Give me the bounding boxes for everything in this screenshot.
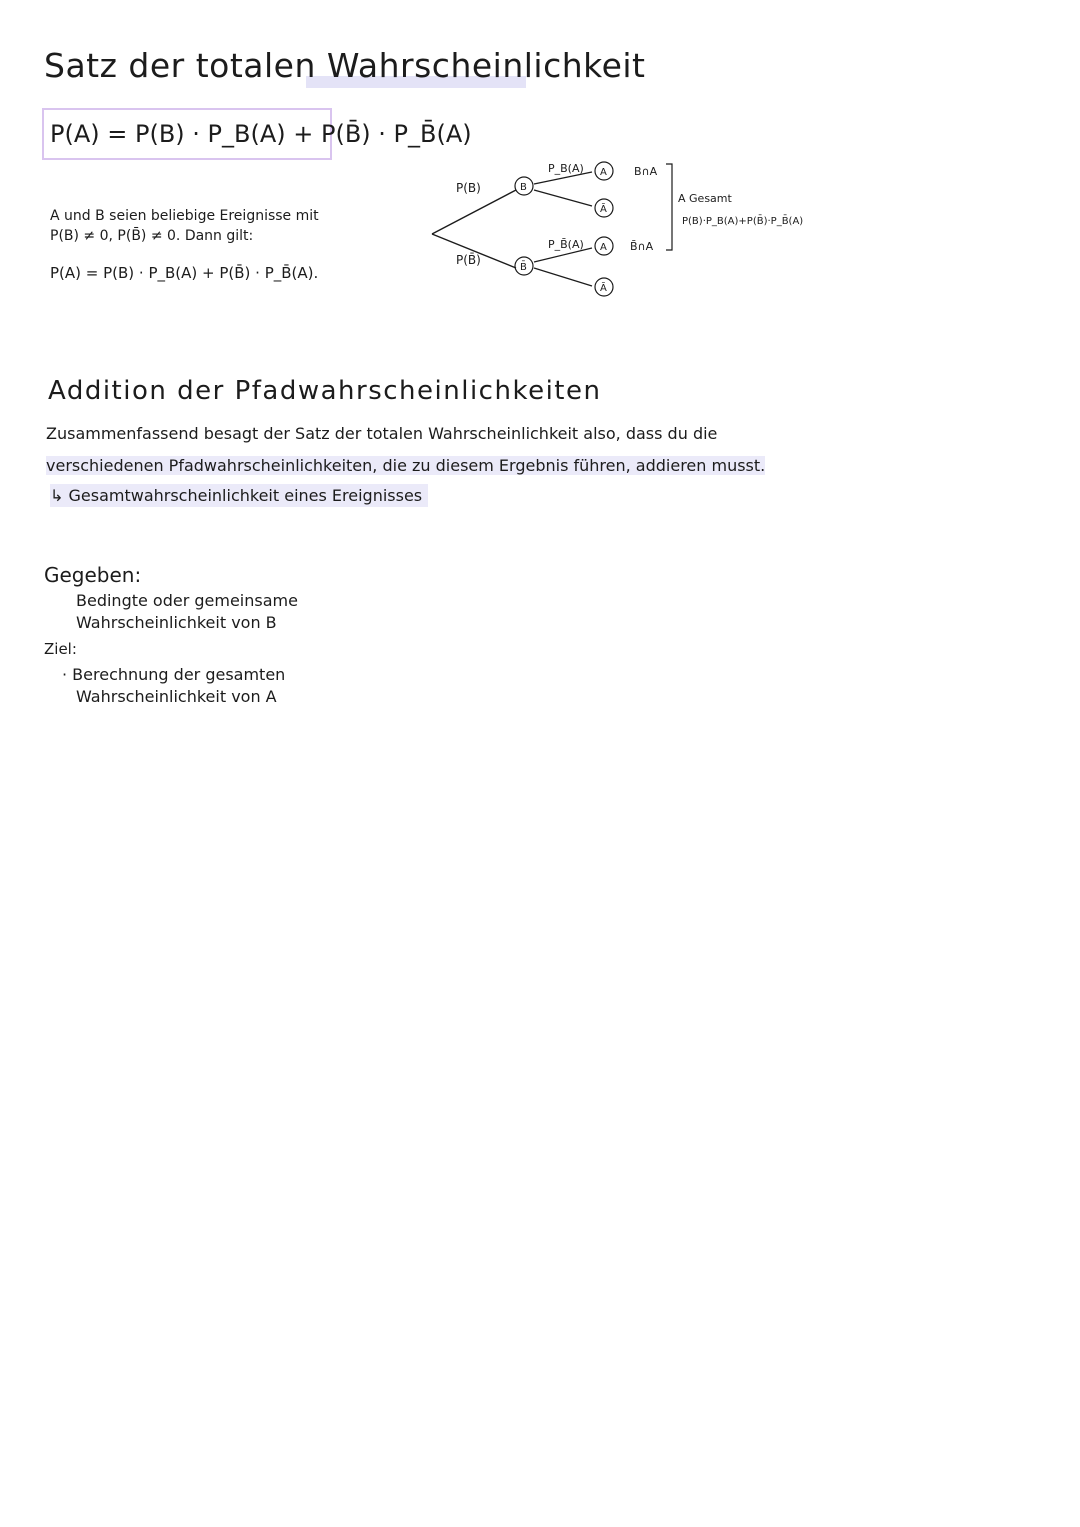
- section-heading: Addition der Pfadwahrscheinlichkeiten: [48, 376, 602, 406]
- node-b-label: B: [520, 182, 527, 193]
- sum-bracket: [666, 164, 672, 250]
- page-title: [44, 46, 646, 85]
- rule-equation: P(A) = P(B) · P_B(A) + P(B̄) · P_B̄(A).: [50, 264, 319, 282]
- intro-line-1: A und B seien beliebige Ereignisse mit: [50, 208, 319, 224]
- arrow-note-text: ↳ Gesamtwahrscheinlichkeit eines Ereignisses: [50, 484, 428, 507]
- goal-text: [62, 664, 285, 708]
- given-heading: Gegeben:: [44, 563, 142, 587]
- leaf-abar-1-label: Ā: [600, 204, 607, 215]
- node-bbar-label: B̄: [520, 262, 527, 273]
- goal-heading: Ziel:: [44, 640, 77, 658]
- path-label-b-a: B∩A: [634, 165, 658, 178]
- paragraph-line-1: Zusammenfassend besagt der Satz der totalen Wahrscheinlichkeit also, dass du die: [46, 424, 718, 443]
- total-label: A Gesamt: [678, 192, 732, 205]
- given-line-2: Wahrscheinlichkeit von B: [76, 613, 277, 632]
- intro-text: [50, 206, 319, 246]
- given-line-1: Bedingte oder gemeinsame: [76, 591, 298, 610]
- leaf-abar-2-label: Ā: [600, 283, 607, 294]
- probability-tree-diagram: [420, 150, 820, 310]
- branch-label-bbar-a: P_B̄(A): [548, 238, 584, 251]
- goal-line-1: · Berechnung der gesamten: [62, 665, 286, 684]
- branch-line-b: [432, 190, 516, 234]
- total-formula: P(B)·P_B(A)+P(B̄)·P_B̄(A): [682, 216, 804, 227]
- section-paragraph: [46, 418, 765, 482]
- intro-line-2: P(B) ≠ 0, P(B̄) ≠ 0. Dann gilt:: [50, 228, 254, 244]
- path-label-bbar-a: B̄∩A: [630, 240, 654, 253]
- branch-label-b: P(B): [456, 181, 481, 195]
- branch-line-b-abar: [534, 190, 592, 206]
- branch-label-b-a: P_B(A): [548, 162, 584, 175]
- given-text: [76, 590, 298, 634]
- goal-line-2: Wahrscheinlichkeit von A: [76, 687, 277, 706]
- arrow-note: [50, 486, 428, 505]
- paragraph-line-2: verschiedenen Pfadwahrscheinlichkeiten, die zu diesem Ergebnis führen, addieren musst.: [46, 456, 766, 475]
- branch-line-bbar-abar: [534, 268, 592, 286]
- title-text: Satz der totalen Wahrscheinlichkeit: [44, 46, 646, 85]
- leaf-a-1-label: A: [600, 167, 607, 178]
- leaf-a-2-label: A: [600, 242, 607, 253]
- branch-label-bbar: P(B̄): [456, 253, 481, 267]
- formula-box: P(A) = P(B) · P_B(A) + P(B̄) · P_B̄(A): [42, 108, 332, 160]
